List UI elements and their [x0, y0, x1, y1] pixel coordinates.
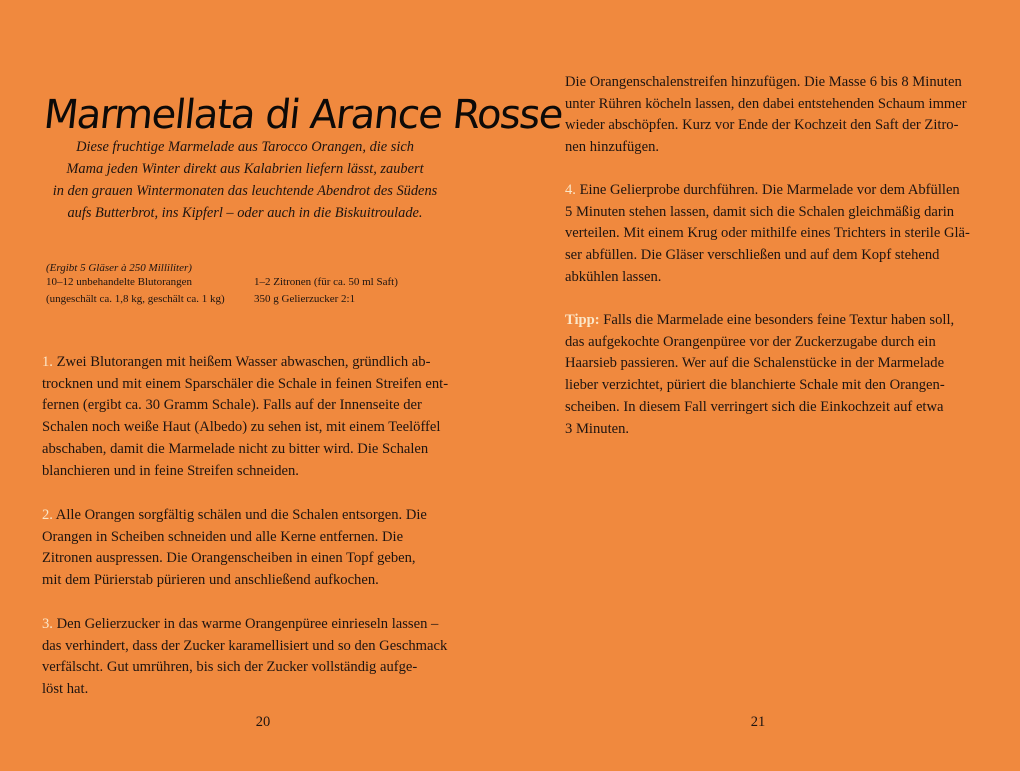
step-line: ser abfüllen. Die Gläser verschließen und auf dem Kopf stehend	[565, 247, 940, 264]
step-line: abschaben, damit die Marmelade nicht zu bitter wird. Die Schalen	[42, 440, 429, 457]
step-line: Zwei Blutorangen mit heißem Wasser abwaschen, gründlich ab-	[56, 354, 431, 370]
step-line: unter Rühren köcheln lassen, den dabei entstehenden Schaum immer	[565, 95, 967, 112]
step-number: 3.	[42, 616, 53, 632]
recipe-title: Marmellata di Arance Rosse	[41, 91, 565, 138]
step-line: Orangen in Scheiben schneiden und alle Kerne entfernen. Die	[42, 528, 404, 545]
step-line: blanchieren und in feine Streifen schneiden.	[42, 462, 299, 479]
tip-line: scheiben. In diesem Fall verringert sich die Einkochzeit auf etwa	[565, 398, 944, 415]
tip-line: 3 Minuten.	[565, 420, 630, 437]
intro-line: Mama jeden Winter direkt aus Kalabrien liefern lässt, zaubert	[66, 161, 424, 177]
step-number: 4.	[565, 182, 576, 198]
step-line: abkühlen lassen.	[565, 268, 662, 285]
step-1	[42, 352, 462, 482]
ingredient-item: 350 g Gelierzucker 2:1	[254, 293, 356, 305]
intro-line: Diese fruchtige Marmelade aus Tarocco Orangen, die sich	[76, 139, 414, 155]
step-2	[42, 505, 462, 592]
tip-line: Haarsieb passieren. Wer auf die Schalenstücke in der Marmelade	[565, 355, 945, 372]
step-line: 5 Minuten stehen lassen, damit sich die Schalen gleichmäßig darin	[565, 203, 955, 220]
step-line: fernen (ergibt ca. 30 Gramm Schale). Falls auf der Innenseite der	[42, 397, 422, 414]
intro-text	[40, 136, 450, 224]
page-number-left: 20	[255, 714, 271, 730]
tip-label: Tipp:	[565, 312, 600, 328]
step-3-continued	[565, 72, 990, 159]
ingredient-item: 10–12 unbehandelte Blutorangen	[46, 276, 193, 288]
step-line: löst hat.	[42, 681, 89, 698]
ingredient-item: 1–2 Zitronen (für ca. 50 ml Saft)	[254, 276, 398, 288]
ingredients-column-1	[46, 274, 256, 308]
step-line: Eine Gelierprobe durchführen. Die Marmelade vor dem Abfüllen	[579, 182, 960, 198]
step-number: 2.	[42, 507, 53, 523]
step-line: Zitronen auspressen. Die Orangenscheiben in einen Topf geben,	[42, 550, 416, 567]
step-line: verfälscht. Gut umrühren, bis sich der Zucker vollständig aufge-	[42, 659, 418, 676]
tip-line: Falls die Marmelade eine besonders feine Textur haben soll,	[603, 312, 955, 328]
yield-note: (Ergibt 5 Gläser à 250 Milliliter)	[46, 262, 192, 274]
step-line: wieder abschöpfen. Kurz vor Ende der Kochzeit den Saft der Zitro-	[565, 117, 959, 134]
page-number-right: 21	[750, 714, 766, 730]
step-line: das verhindert, dass der Zucker karamellisiert und so den Geschmack	[42, 637, 448, 654]
intro-line: in den grauen Wintermonaten das leuchtende Abendrot des Südens	[52, 183, 438, 199]
step-line: Die Orangenschalenstreifen hinzufügen. Die Masse 6 bis 8 Minuten	[565, 74, 962, 90]
step-line: mit dem Pürierstab pürieren und anschließend aufkochen.	[42, 572, 379, 589]
tip-line: das aufgekochte Orangenpüree vor der Zuckerzugabe durch ein	[565, 333, 936, 350]
step-line: Alle Orangen sorgfältig schälen und die Schalen entsorgen. Die	[55, 507, 427, 523]
ingredients-column-2	[254, 274, 454, 308]
step-line: Den Gelierzucker in das warme Orangenpüree einrieseln lassen –	[56, 616, 439, 632]
step-3	[42, 614, 462, 701]
step-line: nen hinzufügen.	[565, 139, 660, 156]
step-line: verteilen. Mit einem Krug oder mithilfe eines Trichters in sterile Glä-	[565, 225, 970, 242]
ingredient-item: (ungeschält ca. 1,8 kg, geschält ca. 1 kg)	[46, 293, 225, 305]
tip-block	[565, 310, 990, 440]
step-line: trocknen und mit einem Sparschäler die Schale in feinen Streifen ent-	[42, 375, 449, 392]
right-page	[510, 0, 1020, 771]
tip-line: lieber verzichtet, püriert die blanchierte Schale mit den Orangen-	[565, 377, 945, 394]
step-number: 1.	[42, 354, 53, 370]
intro-line: aufs Butterbrot, ins Kipferl – oder auch in die Biskuitroulade.	[67, 205, 423, 221]
step-4	[565, 180, 990, 289]
step-line: Schalen noch weiße Haut (Albedo) zu sehen ist, mit einem Teelöffel	[42, 419, 441, 436]
